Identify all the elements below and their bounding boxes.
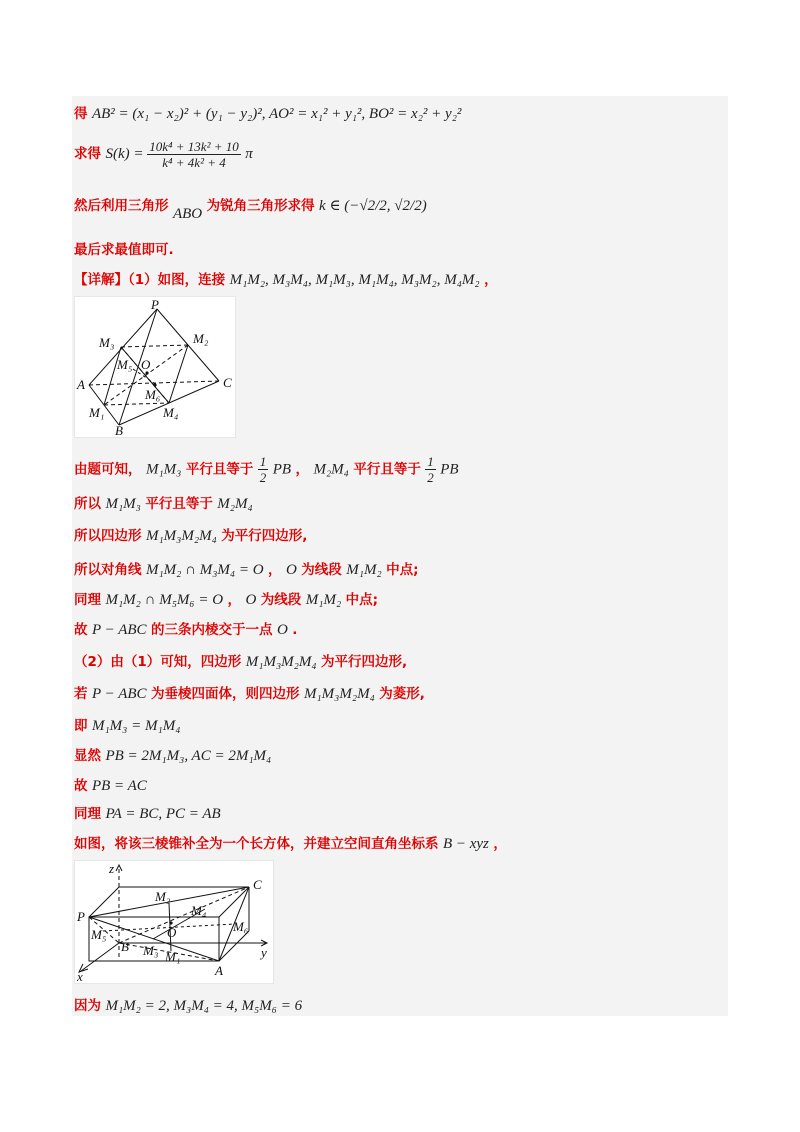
line-therefore: [74, 776, 147, 796]
text: 平行且等于: [145, 496, 213, 512]
line-parallel-equal: [74, 454, 459, 485]
label-B: B: [121, 939, 129, 954]
label-M5: M₅: [117, 357, 133, 372]
formula: O: [276, 622, 288, 638]
formula: M₁M₃ = M₁M₄: [91, 718, 181, 734]
label-z: z: [109, 861, 115, 876]
text: 同理: [74, 592, 101, 608]
text: 为锐角三角形求得: [206, 198, 315, 214]
formula: AB² = (x₁ − x₂)² + (y₁ − y₂)², AO² = x₁² + y₁², BO² = x₂² + y₂²: [91, 106, 462, 122]
text: 为线段: [260, 592, 302, 608]
fraction: [425, 454, 436, 485]
formula: M₁M₃M₂M₄: [245, 654, 317, 670]
figure-cuboid: [74, 860, 274, 984]
line-acute-triangle: [74, 196, 427, 222]
text: 同理: [74, 806, 101, 822]
formula: π: [245, 146, 253, 162]
label-M6: M₆: [233, 919, 249, 934]
text: 为平行四边形,: [321, 654, 408, 670]
label-O: O: [167, 925, 177, 940]
formula: B − xyz: [442, 836, 489, 852]
text: 显然: [74, 748, 101, 764]
denominator: 2: [427, 470, 434, 485]
text: ，: [493, 836, 507, 852]
text: 平行且等于: [185, 461, 254, 478]
line-part-2: [74, 652, 407, 672]
label-A: A: [215, 963, 223, 978]
label-M2: M₂: [193, 331, 209, 346]
label-M6: M₆: [145, 387, 161, 402]
formula: M₁M₃M₂M₄: [303, 686, 375, 702]
tetrahedron-svg: [75, 297, 235, 437]
line-detailed-solution: [74, 270, 498, 290]
formula: P − ABC: [91, 622, 147, 638]
text: 求得: [74, 146, 101, 162]
formula: M₂M₄: [217, 496, 253, 512]
text: ，: [484, 272, 498, 288]
text: 所以: [74, 496, 101, 512]
label-y: y: [261, 945, 267, 960]
text: ，: [268, 562, 282, 578]
text: 为菱形,: [379, 686, 425, 702]
label-P: P: [151, 297, 159, 312]
formula: M₁M₂: [346, 562, 382, 578]
formula: PB = 2M₁M₃, AC = 2M₁M₄: [105, 748, 272, 764]
line-similarly: [74, 590, 378, 610]
text: 得: [74, 106, 88, 122]
line-conclusion-1: [74, 620, 297, 640]
label-M1: M₁: [89, 405, 105, 420]
denominator: k⁴ + 4k² + 4: [162, 154, 226, 170]
text: 因为: [74, 998, 101, 1014]
formula: PB: [440, 461, 459, 478]
label-x: x: [77, 969, 83, 983]
text: .: [292, 622, 298, 638]
text: 的三条内棱交于一点: [150, 622, 273, 638]
line-obviously: [74, 746, 271, 766]
formula: M₁M₂, M₃M₄, M₁M₃, M₁M₄, M₃M₂, M₄M₂: [229, 272, 480, 288]
text: 【详解】（1）如图，连接: [74, 272, 226, 288]
figure-tetrahedron: [74, 296, 236, 438]
label-A: A: [77, 377, 85, 392]
line-coordinate-system: [74, 834, 507, 854]
label-M1: M₁: [165, 949, 181, 964]
formula: M₁M₃: [145, 461, 182, 478]
formula: M₁M₂ ∩ M₃M₄ = O: [145, 562, 264, 578]
formula: M₂M₄: [313, 461, 349, 478]
line-parallelogram: [74, 526, 307, 546]
label-M4: M₄: [163, 405, 179, 420]
text: （2）由（1）可知，四边形: [74, 654, 242, 670]
text: 为平行四边形,: [221, 528, 308, 544]
formula: k ∈ (−√2/2, √2/2): [319, 198, 427, 214]
label-M2: M₂: [155, 889, 171, 904]
line-rhombus: [74, 684, 425, 704]
text: 中点;: [345, 592, 379, 608]
numerator: 1: [427, 454, 434, 469]
formula: M₁M₂: [305, 592, 342, 608]
label-P: P: [77, 909, 85, 924]
formula: M₁M₃M₂M₄: [145, 528, 217, 544]
line-so-parallel: [74, 494, 253, 514]
numerator: 1: [259, 454, 267, 469]
line-because: [74, 996, 302, 1016]
label-C: C: [223, 375, 232, 390]
formula: M₁M₂ ∩ M₅M₆ = O: [105, 592, 224, 608]
text: 最后求最值即可.: [74, 242, 174, 258]
numerator: 10k⁴ + 13k² + 10: [149, 138, 239, 154]
text: 即: [74, 718, 88, 734]
text: 由题可知，: [74, 461, 142, 478]
fraction: [147, 139, 241, 170]
formula: M₁M₃: [105, 496, 141, 512]
line-equal-sides: [74, 716, 180, 736]
text: 若: [74, 686, 88, 702]
label-M3: M₃: [99, 335, 115, 350]
text: ，: [295, 461, 310, 478]
text: 故: [74, 778, 88, 794]
formula: M₁M₂ = 2, M₃M₄ = 4, M₅M₆ = 6: [105, 998, 303, 1014]
text: 中点;: [386, 562, 419, 578]
label-O: O: [141, 357, 151, 372]
line-diagonals: [74, 560, 419, 580]
text: 所以四边形: [74, 528, 142, 544]
line-find-extremum: [74, 240, 174, 260]
formula: P − ABC: [91, 686, 147, 702]
text: 为垂棱四面体，则四边形: [150, 686, 300, 702]
label-B: B: [115, 423, 123, 437]
formula: S(k) =: [105, 146, 148, 162]
denominator: 2: [259, 470, 267, 485]
formula: O: [286, 562, 297, 578]
text: 为线段: [301, 562, 342, 578]
label-C: C: [253, 877, 262, 892]
label-M4: M₄: [191, 903, 207, 918]
text: 然后利用三角形: [74, 198, 169, 214]
line-likewise: [74, 804, 221, 824]
formula: ABO: [172, 206, 203, 222]
text: ，: [227, 592, 242, 608]
line-distance-formula: [74, 104, 461, 124]
text: 所以对角线: [74, 562, 142, 578]
fraction: [258, 454, 269, 485]
formula: PB: [272, 461, 292, 478]
formula: PB = AC: [91, 778, 147, 794]
text: 如图，将该三棱锥补全为一个长方体，并建立空间直角坐标系: [74, 836, 439, 852]
cuboid-svg: [75, 861, 273, 983]
label-M5: M₅: [91, 927, 107, 942]
text: 平行且等于: [353, 461, 421, 478]
formula: PA = BC, PC = AB: [105, 806, 221, 822]
text: 故: [74, 622, 88, 638]
line-area-function: [74, 138, 253, 170]
formula: O: [245, 592, 257, 608]
label-M3: M₃: [143, 943, 159, 958]
